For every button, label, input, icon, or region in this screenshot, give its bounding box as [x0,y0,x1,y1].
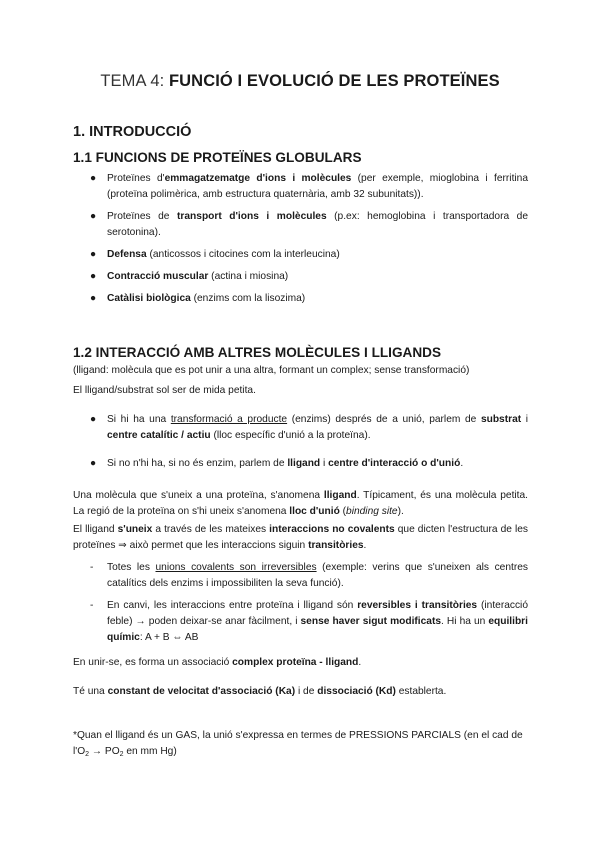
text-bold: constant de velocitat d'associació (Ka) [107,686,296,697]
bullet-icon: ● [90,458,97,469]
item-bold: Contracció muscular [107,271,209,282]
item-text: . Hi ha un [441,616,489,627]
text-bold: interaccions no covalents [269,524,395,535]
subscript: 2 [85,751,90,758]
bullet-icon: ● [90,173,97,184]
text: . Típicament, és una molècula petita. La regió de la proteïna on s'hi uneix s'anomena [73,490,528,517]
bullet-icon: ● [90,271,97,282]
item-bold: emmagatzematge d'ions i molècules [164,173,352,184]
item-text: Totes les [107,562,156,573]
text: El lligand [73,524,118,535]
item-text: (lloc específic d'unió a la proteïna). [210,430,371,441]
text: i de [295,686,318,697]
item-bold: Defensa [107,249,147,260]
text: → PO [89,746,120,757]
item-bold: lligand [287,458,321,469]
bullet-icon: ● [90,293,97,304]
section-heading-introduccio: 1. INTRODUCCIÓ [73,124,192,140]
item-text: (exemple: verins que s'uneixen als centres catalítics dels enzims i impossibiliten la seva funció). [107,562,528,589]
text: en mm Hg) [123,746,177,757]
text-italic: binding site [346,506,398,517]
text: Té una [73,686,108,697]
list-item [73,247,528,263]
list-item [73,456,528,472]
item-text: En canvi, les interaccions entre proteïna i lligand són [107,600,358,611]
item-text: i [320,458,329,469]
text: ( [339,506,347,517]
item-text: (actina i miosina) [208,271,289,282]
text-bold: complex proteïna - lligand [232,657,359,668]
title-prefix: TEMA 4: [100,72,169,90]
page-title [0,72,600,91]
subsection-heading-funcions: 1.1 FUNCIONS DE PROTEÏNES GLOBULARS [73,150,362,165]
item-bold: Catàlisi biològica [107,293,191,304]
item-underline: unions covalents son irreversibles [155,562,317,573]
item-bold: substrat [480,414,522,425]
gas-note [73,728,528,763]
list-item [73,269,528,285]
item-text: (enzims) després de a unió, parlem de [287,414,481,425]
ligand-definition: (lligand: molècula que es pot unir a una altra, formant un complex; sense transformació) [73,365,470,376]
item-text: (p.ex: hemoglobina i transportadora de serotonina). [107,211,529,238]
text: que dicten l'estructura de les proteïnes ⇒ això permet que les interaccions siguin [73,524,528,551]
list-item [73,412,528,444]
dash-icon: - [90,562,94,573]
text: . [358,657,362,668]
text: ). [397,506,404,517]
text: Una molècula que s'uneix a una proteïna, s'anomena [73,490,324,501]
dash-icon: - [90,600,94,611]
interaction-list-2 [73,456,528,472]
item-bold: centre catalític / actiu [107,430,211,441]
item-bold: equilibri químic [107,616,528,643]
text: establerta. [395,686,447,697]
paragraph-complex [73,655,528,671]
bullet-icon: ● [90,211,97,222]
list-item [73,291,528,307]
paragraph-constants [73,684,528,700]
bond-types-list [73,560,528,646]
bullet-icon: ● [90,249,97,260]
item-bold: centre d'interacció o d'unió [328,458,461,469]
text-bold: dissociació (Kd) [317,686,396,697]
item-text: Proteïnes de [107,211,178,222]
item-bold: transport d'ions i molècules [177,211,327,222]
bullet-icon: ● [90,414,97,425]
item-text: . [460,458,464,469]
item-text: Si hi ha una [107,414,171,425]
interaction-list [73,412,528,444]
title-main: FUNCIÓ I EVOLUCIÓ DE LES PROTEÏNES [168,72,500,90]
list-item [73,598,528,646]
item-underline: transformació a producte [170,414,288,425]
item-text: (interacció feble) → poden deixar-se anar fàcilment, i [107,600,528,627]
functions-list [73,171,528,307]
item-text: Proteïnes d' [107,173,165,184]
subscript: 2 [119,751,124,758]
text: En unir-se, es forma un associació [73,657,233,668]
list-item [73,560,528,592]
item-bold: sense haver sigut modificats [300,616,442,627]
text: a través de les mateixes [152,524,270,535]
paragraph-ligand [73,488,528,520]
subsection-heading-interaccio: 1.2 INTERACCIÓ AMB ALTRES MOLÈCULES I LLIGANDS [73,345,442,360]
item-text: Si no n'hi ha, si no és enzim, parlem de [107,458,288,469]
item-bold: reversibles i transitòries [357,600,478,611]
text-bold: lloc d'unió [289,506,340,517]
paragraph-noncovalent [73,522,528,554]
text-bold: lligand [323,490,357,501]
item-text: : A + B ⇔ AB [139,632,199,643]
text: . [363,540,367,551]
item-text: (anticossos i citocines com la interleucina) [146,249,340,260]
item-text: i [521,414,529,425]
list-item [73,171,528,203]
item-text: (enzims com la lisozima) [190,293,306,304]
item-text: (per exemple, mioglobina i ferritina (proteïna polimèrica, amb estructura quaternària, amb 32 subunitats)). [107,173,528,200]
text-bold: s'uneix [117,524,153,535]
text: *Quan el lligand és un GAS, la unió s'expressa en termes de PRESSIONS PARCIALS (en el cad de l'O [73,730,523,757]
paragraph-substrate-size: El lligand/substrat sol ser de mida petita. [73,385,256,396]
list-item [73,209,528,241]
text-bold: transitòries [308,540,364,551]
